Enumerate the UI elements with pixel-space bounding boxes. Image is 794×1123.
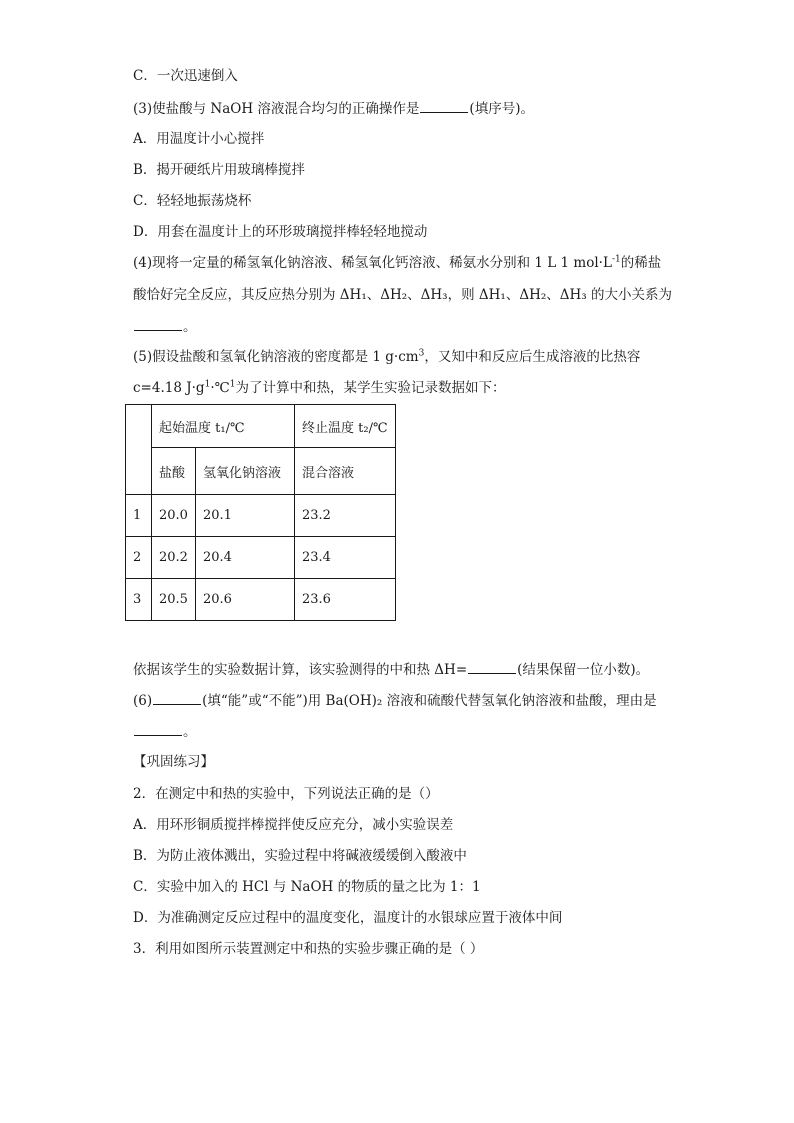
question-2: 2．在测定中和热的实验中，下列说法正确的是（）: [133, 786, 439, 802]
answer-blank: [468, 660, 516, 674]
specific-heat: c=4.18 J·g: [133, 380, 205, 396]
superscript: -1: [611, 254, 621, 265]
q2-option-c: C．实验中加入的 HCl 与 NaOH 的物质的量之比为 1：1: [133, 879, 481, 895]
question-3-suffix: (填序号)。: [469, 101, 534, 117]
cell-hcl: 20.2: [152, 537, 196, 579]
answer-blank: [153, 691, 201, 705]
question-4-text-tail: 的稀盐: [620, 255, 662, 271]
question-5-line-1: [133, 348, 640, 366]
question-3-text: (3)使盐酸与 NaOH 溶液混合均匀的正确操作是: [133, 101, 420, 117]
table-corner-cell: [126, 405, 152, 495]
question-3: [133, 99, 534, 118]
option-a: A．用温度计小心搅拌: [133, 131, 265, 147]
header-end-temp: 终止温度 t₂/℃: [295, 405, 396, 448]
question-6-text: (填“能”或“不能”)用 Ba(OH)₂ 溶液和硫酸代替氢氧化钠溶液和盐酸，理由是: [202, 693, 657, 709]
cell-mix: 23.4: [295, 537, 396, 579]
unit-celsius: ·℃: [210, 380, 230, 396]
q2-option-b: B．为防止液体溅出，实验过程中将碱液缓缓倒入酸液中: [133, 848, 467, 864]
row-number: 3: [126, 579, 152, 621]
question-5-text-tail: ，又知中和反应后生成溶液的比热容: [424, 349, 641, 365]
cell-hcl: 20.5: [152, 579, 196, 621]
q2-option-a: A．用环形铜质搅拌棒搅拌使反应充分，减小实验误差: [133, 817, 454, 833]
header-start-temp: 起始温度 t₁/℃: [152, 405, 295, 448]
q2-option-d: D．为准确测定反应过程中的温度变化，温度计的水银球应置于液体中间: [133, 910, 563, 926]
row-number: 1: [126, 495, 152, 537]
question-5-calc-text: 依据该学生的实验数据计算，该实验测得的中和热 ΔH=: [133, 662, 468, 678]
superscript: 1: [229, 379, 236, 390]
temperature-data-table: [125, 404, 396, 621]
superscript: 1: [204, 379, 211, 390]
question-6-number: (6): [133, 693, 153, 709]
superscript: 3: [418, 348, 425, 359]
table-row: [126, 579, 396, 621]
cell-mix: 23.6: [295, 579, 396, 621]
cell-naoh: 20.6: [196, 579, 295, 621]
row-number: 2: [126, 537, 152, 579]
question-6-line-2: [133, 722, 197, 741]
option-d: D．用套在温度计上的环形玻璃搅拌棒轻轻地搅动: [133, 224, 428, 240]
subheader-mix: 混合溶液: [295, 448, 396, 495]
table-row: [126, 495, 396, 537]
section-heading-practice: 【巩固练习】: [133, 754, 214, 770]
question-4-text: (4)现将一定量的稀氢氧化钠溶液、稀氢氧化钙溶液、稀氨水分别和 1 L 1 mol·L: [133, 255, 612, 271]
answer-blank: [134, 722, 182, 736]
question-4-line-2: 酸恰好完全反应，其反应热分别为 ΔH₁、ΔH₂、ΔH₃，则 ΔH₁、ΔH₂、ΔH₃ 的大小关系为: [133, 287, 672, 303]
cell-naoh: 20.1: [196, 495, 295, 537]
question-4-line-1: [133, 254, 661, 272]
cell-mix: 23.2: [295, 495, 396, 537]
question-5-text: (5)假设盐酸和氢氧化钠溶液的密度都是 1 g·cm: [133, 349, 419, 365]
option-c: C．轻轻地振荡烧杯: [133, 193, 252, 209]
period: 。: [183, 724, 197, 740]
cell-hcl: 20.0: [152, 495, 196, 537]
table-row: [126, 537, 396, 579]
option-c-pour-once: C．一次迅速倒入: [133, 68, 238, 84]
option-b: B．揭开硬纸片用玻璃棒搅拌: [133, 162, 305, 178]
question-5-text-tail: 为了计算中和热，某学生实验记录数据如下：: [235, 380, 506, 396]
cell-naoh: 20.4: [196, 537, 295, 579]
question-5-calc: [133, 660, 649, 679]
question-4-line-3: [133, 317, 197, 336]
subheader-hcl: 盐酸: [152, 448, 196, 495]
subheader-naoh: 氢氧化钠溶液: [196, 448, 295, 495]
question-3-practice: 3．利用如图所示装置测定中和热的实验步骤正确的是（ ）: [133, 941, 484, 957]
question-6-line-1: [133, 691, 657, 710]
period: 。: [183, 319, 197, 335]
question-5-calc-tail: (结果保留一位小数)。: [517, 662, 650, 678]
question-5-line-2: [133, 379, 505, 397]
answer-blank: [134, 317, 182, 331]
answer-blank: [420, 99, 468, 113]
